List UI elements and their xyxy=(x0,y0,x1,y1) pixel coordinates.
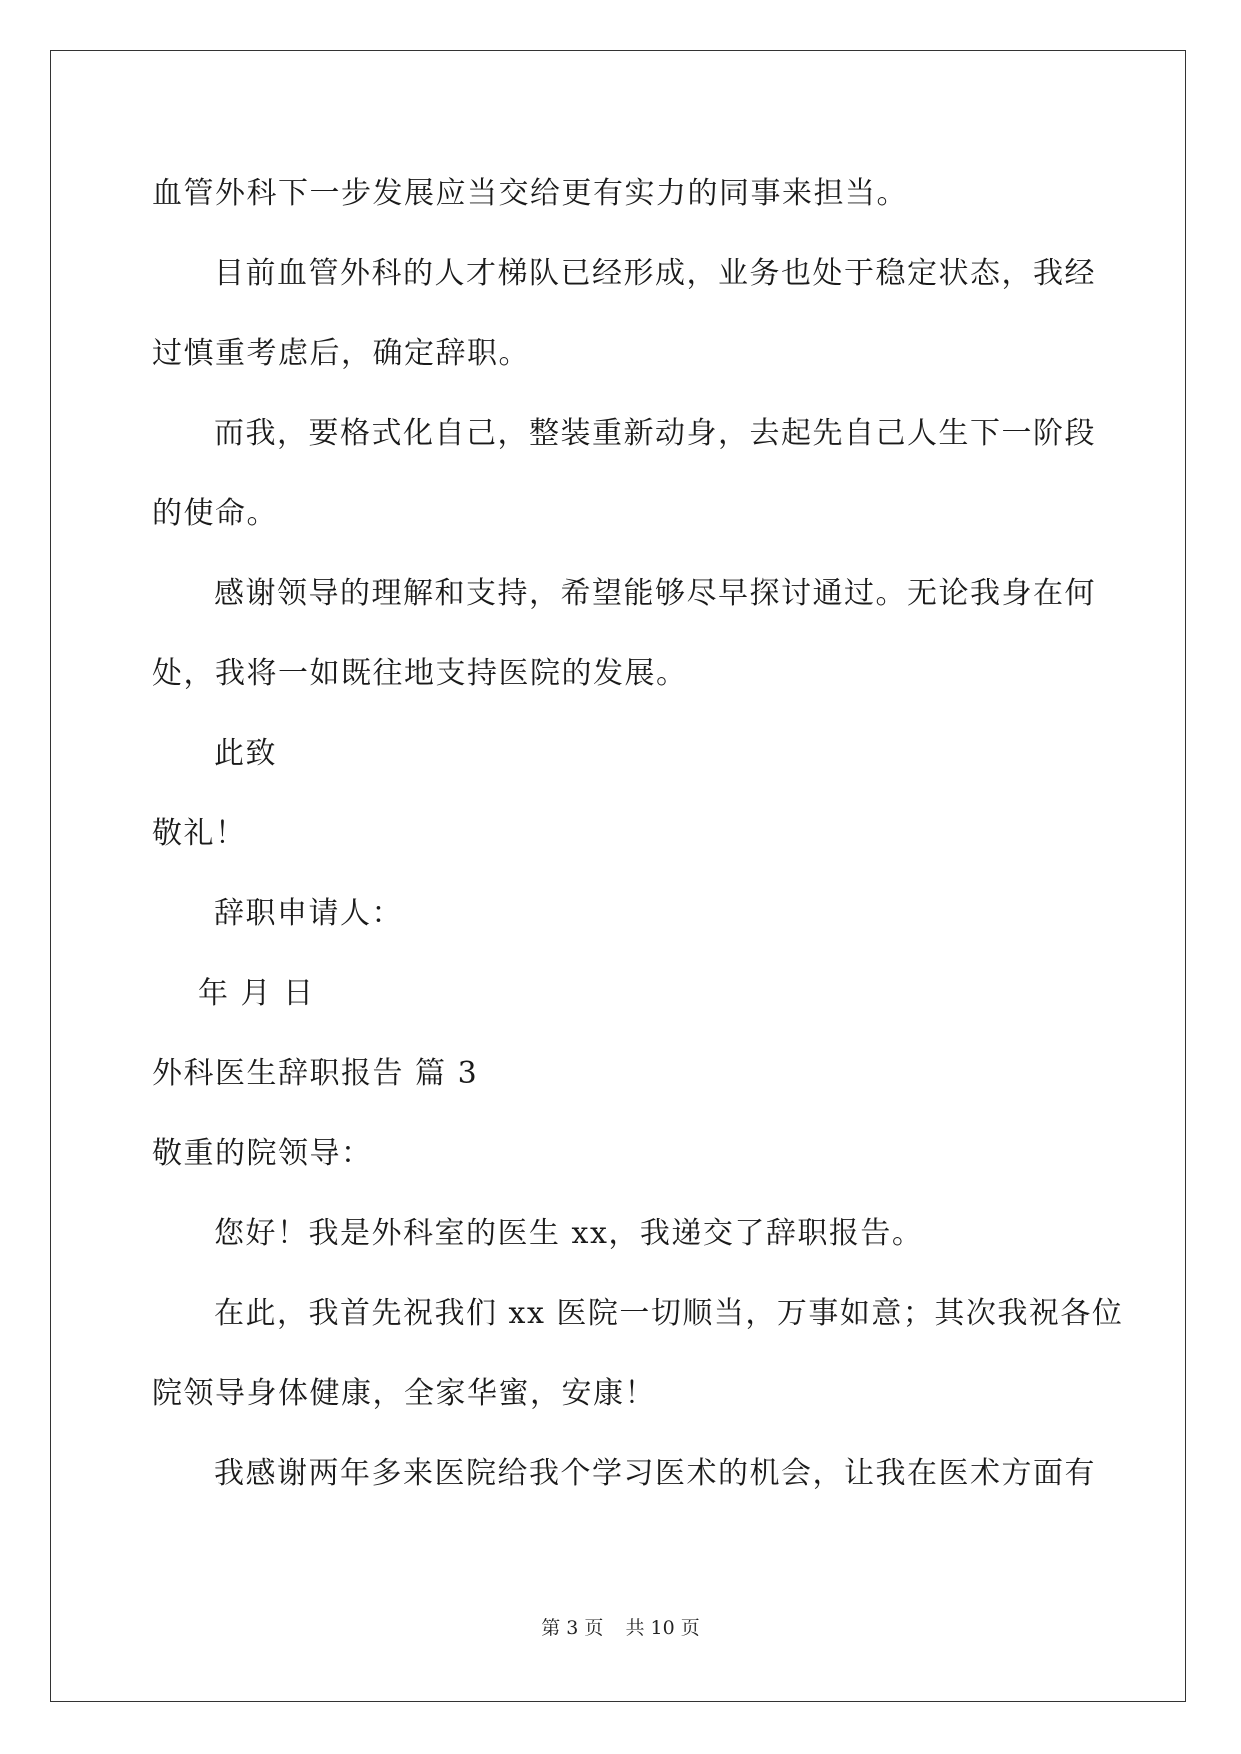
paragraph-line: 而我，要格式化自己，整装重新动身，去起先自己人生下一阶段 xyxy=(214,416,1096,451)
text-line: 血管外科下一步发展应当交给更有实力的同事来担当。 xyxy=(152,176,908,211)
date-line: 年 月 日 xyxy=(198,976,315,1011)
paragraph-line: 感谢领导的理解和支持，希望能够尽早探讨通过。无论我身在何 xyxy=(214,576,1096,611)
page-number: 第 3 页 xyxy=(541,1617,604,1639)
paragraph-line: 我感谢两年多来医院给我个学习医术的机会，让我在医术方面有 xyxy=(214,1456,1096,1491)
paragraph-line: 在此，我首先祝我们 xx 医院一切顺当，万事如意；其次我祝各位 xyxy=(214,1296,1124,1331)
text-line: 处，我将一如既往地支持医院的发展。 xyxy=(152,656,688,691)
text-line: 的使命。 xyxy=(152,496,278,531)
text-line: 院领导身体健康，全家华蜜，安康！ xyxy=(152,1376,656,1411)
paragraph-line: 目前血管外科的人才梯队已经形成，业务也处于稳定状态，我经 xyxy=(214,256,1096,291)
greeting: 敬重的院领导： xyxy=(152,1136,373,1171)
page-total: 共 10 页 xyxy=(625,1617,700,1639)
section-heading: 外科医生辞职报告 篇 3 xyxy=(152,1056,479,1091)
text-line: 过慎重考虑后，确定辞职。 xyxy=(152,336,530,371)
paragraph-line: 您好！我是外科室的医生 xx，我递交了辞职报告。 xyxy=(214,1216,924,1251)
page-footer xyxy=(0,1613,1241,1640)
applicant-signature-line: 辞职申请人： xyxy=(214,896,403,931)
closing-regards: 敬礼！ xyxy=(152,816,247,851)
closing-salutation: 此致 xyxy=(214,736,277,771)
